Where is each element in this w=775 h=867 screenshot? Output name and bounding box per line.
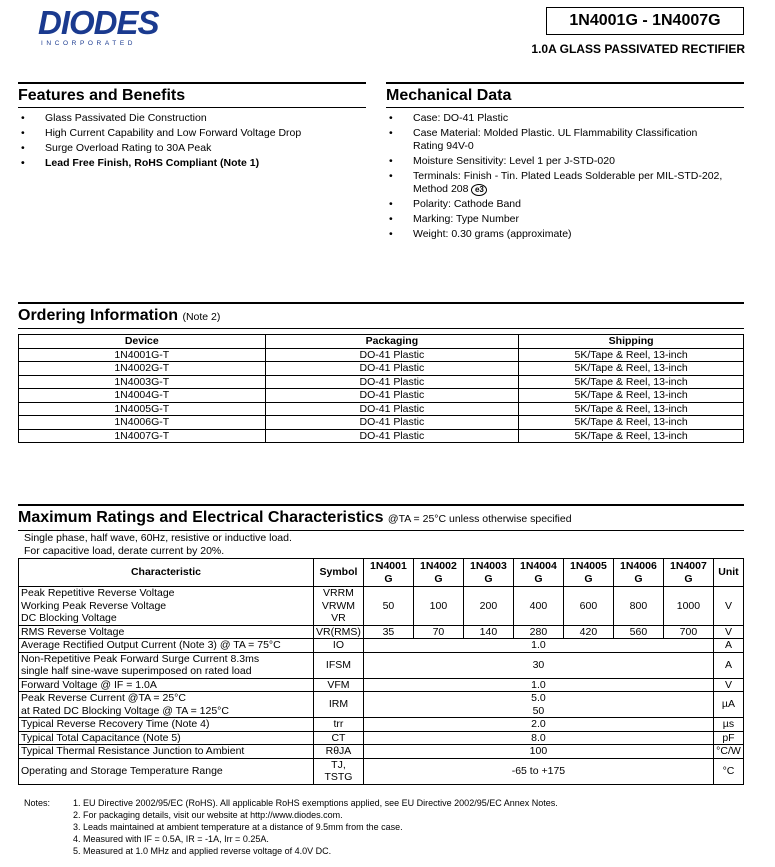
device-cell: 1N4004G-T (19, 389, 266, 403)
unit-cell: V (713, 625, 743, 639)
unit-cell: °C (713, 758, 743, 784)
value-cell: 100 (363, 745, 713, 759)
char-line: at Rated DC Blocking Voltage @ TA = 125°C (21, 704, 229, 717)
packaging-cell: DO-41 Plastic (265, 402, 519, 416)
symbol-cell: CT (314, 731, 364, 745)
value-line: 5.0 (531, 692, 546, 704)
packaging-cell: DO-41 Plastic (265, 416, 519, 430)
shipping-cell: 5K/Tape & Reel, 13-inch (519, 416, 744, 430)
char-cell (19, 587, 314, 626)
shipping-cell: 5K/Tape & Reel, 13-inch (519, 375, 744, 389)
symbol-cell: TJ, TSTG (314, 758, 364, 784)
char-cell: Typical Thermal Resistance Junction to Ambient (19, 745, 314, 759)
unit-cell: µs (713, 718, 743, 732)
intro-line: For capacitive load, derate current by 20%. (24, 544, 225, 557)
symbol-cell (314, 587, 364, 626)
shipping-cell: 5K/Tape & Reel, 13-inch (519, 429, 744, 443)
table-row (19, 402, 744, 416)
mechanical-list (386, 112, 726, 243)
symbol-cell: VR(RMS) (314, 625, 364, 639)
shipping-cell: 5K/Tape & Reel, 13-inch (519, 389, 744, 403)
table-row (19, 389, 744, 403)
char-cell: Forward Voltage @ IF = 1.0A (19, 678, 314, 692)
unit-cell: pF (713, 731, 743, 745)
col-part: 1N4004 G (513, 559, 563, 587)
symbol-cell: IO (314, 639, 364, 653)
unit-cell: A (713, 639, 743, 653)
col-characteristic: Characteristic (19, 559, 314, 587)
shipping-cell: 5K/Tape & Reel, 13-inch (519, 348, 744, 362)
packaging-cell: DO-41 Plastic (265, 429, 519, 443)
char-line: Working Peak Reverse Voltage (21, 599, 167, 612)
col-unit: Unit (713, 559, 743, 587)
char-cell: RMS Reverse Voltage (19, 625, 314, 639)
notes-list (73, 797, 763, 857)
features-title: Features and Benefits (18, 87, 186, 104)
company-logo (38, 6, 183, 46)
value-cell: 2.0 (363, 718, 713, 732)
note-item: 4. Measured with IF = 0.5A, IR = -1A, Irr = 0.25A. (73, 834, 269, 844)
symbol-cell: IRM (314, 692, 364, 718)
symbol-line: VRWM (321, 599, 355, 612)
row-rth (19, 745, 744, 759)
feature-item: • High Current Capability and Low Forward Voltage Drop (18, 127, 368, 140)
part-number-range: 1N4001G - 1N4007G (546, 7, 744, 35)
value-cell: 800 (613, 587, 663, 626)
value-cell: 200 (463, 587, 513, 626)
value-cell: 400 (513, 587, 563, 626)
value-cell: 8.0 (363, 731, 713, 745)
char-line: DC Blocking Voltage (21, 612, 117, 624)
logo-subtext: INCORPORATED (41, 40, 137, 47)
table-row (19, 375, 744, 389)
feature-item: • Glass Passivated Die Construction (18, 112, 368, 125)
unit-cell: A (713, 652, 743, 678)
col-part: 1N4005 G (563, 559, 613, 587)
ratings-section-title (18, 504, 744, 528)
value-cell: 70 (413, 625, 463, 639)
col-device: Device (19, 335, 266, 349)
logo-wordmark: DIODES (38, 4, 159, 41)
char-cell (19, 652, 314, 678)
unit-cell: V (713, 587, 743, 626)
note-item: 2. For packaging details, visit our website at http://www.diodes.com. (73, 810, 343, 820)
row-irm (19, 692, 744, 718)
mechanical-item: • Case: DO-41 Plastic (386, 112, 726, 125)
table-row (19, 362, 744, 376)
char-line: single half sine-wave superimposed on rated load (21, 665, 252, 677)
symbol-cell: VFM (314, 678, 364, 692)
intro-line: Single phase, half wave, 60Hz, resistive or inductive load. (24, 532, 292, 544)
row-ifsm (19, 652, 744, 678)
device-cell: 1N4001G-T (19, 348, 266, 362)
char-cell: Typical Total Capacitance (Note 5) (19, 731, 314, 745)
row-trr (19, 718, 744, 732)
value-cell: 140 (463, 625, 513, 639)
value-cell (363, 692, 713, 718)
mechanical-item: • Moisture Sensitivity: Level 1 per J-STD-020 (386, 155, 726, 168)
mechanical-item: • Marking: Type Number (386, 213, 726, 226)
feature-item: • Surge Overload Rating to 30A Peak (18, 142, 368, 155)
packaging-cell: DO-41 Plastic (265, 348, 519, 362)
col-part: 1N4002 G (413, 559, 463, 587)
value-cell: 1.0 (363, 639, 713, 653)
value-cell: 50 (363, 587, 413, 626)
ordering-title: Ordering Information (18, 307, 178, 324)
value-cell: 35 (363, 625, 413, 639)
table-row (19, 416, 744, 430)
value-cell: -65 to +175 (363, 758, 713, 784)
device-cell: 1N4007G-T (19, 429, 266, 443)
col-shipping: Shipping (519, 335, 744, 349)
symbol-cell: RθJA (314, 745, 364, 759)
mechanical-item: • Case Material: Molded Plastic. UL Flammability Classification Rating 94V-0 (386, 127, 726, 153)
char-cell: Average Rectified Output Current (Note 3) @ TA = 75°C (19, 639, 314, 653)
device-cell: 1N4002G-T (19, 362, 266, 376)
char-line: Peak Reverse Current @TA = 25°C (21, 692, 186, 704)
note-item: 5. Measured at 1.0 MHz and applied reverse voltage of 4.0V DC. (73, 846, 332, 856)
feature-item: • Lead Free Finish, RoHS Compliant (Note 1) (18, 157, 368, 170)
device-cell: 1N4005G-T (19, 402, 266, 416)
features-section-title (18, 82, 366, 105)
unit-cell: µA (713, 692, 743, 718)
row-vrms (19, 625, 744, 639)
value-cell: 1.0 (363, 678, 713, 692)
char-cell (19, 692, 314, 718)
mechanical-item (386, 170, 726, 196)
table-row (19, 348, 744, 362)
ratings-table (18, 558, 744, 785)
shipping-cell: 5K/Tape & Reel, 13-inch (519, 362, 744, 376)
lead-free-mark-icon: e3 (471, 184, 487, 196)
value-cell: 100 (413, 587, 463, 626)
ordering-section-title (18, 302, 744, 326)
value-cell: 30 (363, 652, 713, 678)
value-cell: 600 (563, 587, 613, 626)
table-row (19, 429, 744, 443)
symbol-line: VR (331, 612, 346, 624)
symbol-line: VRRM (323, 587, 354, 599)
col-packaging: Packaging (265, 335, 519, 349)
note-item: 3. Leads maintained at ambient temperature at a distance of 9.5mm from the case. (73, 822, 403, 832)
ratings-condition: @TA = 25°C unless otherwise specified (387, 513, 572, 525)
value-cell: 420 (563, 625, 613, 639)
ratings-intro (24, 532, 292, 557)
device-cell: 1N4003G-T (19, 375, 266, 389)
ordering-note: (Note 2) (182, 311, 221, 323)
terminals-text: Terminals: Finish - Tin. Plated Leads Solderable per MIL-STD-202, Method 208 (413, 170, 723, 195)
row-io (19, 639, 744, 653)
col-symbol: Symbol (314, 559, 364, 587)
document-subtitle: 1.0A GLASS PASSIVATED RECTIFIER (531, 42, 745, 56)
packaging-cell: DO-41 Plastic (265, 375, 519, 389)
ordering-table (18, 334, 744, 443)
row-temp (19, 758, 744, 784)
features-list (18, 112, 368, 172)
shipping-cell: 5K/Tape & Reel, 13-inch (519, 402, 744, 416)
value-cell: 700 (663, 625, 713, 639)
mechanical-section-title (386, 82, 744, 105)
row-vfm (19, 678, 744, 692)
note-item: 1. EU Directive 2002/95/EC (RoHS). All applicable RoHS exemptions applied, see EU Directive 2002/95/EC Annex Notes. (73, 798, 558, 808)
char-cell: Typical Reverse Recovery Time (Note 4) (19, 718, 314, 732)
value-cell: 280 (513, 625, 563, 639)
ordering-rows (19, 348, 744, 443)
symbol-cell: IFSM (314, 652, 364, 678)
ratings-title: Maximum Ratings and Electrical Characteristics (18, 509, 384, 526)
value-cell: 560 (613, 625, 663, 639)
col-part: 1N4001 G (363, 559, 413, 587)
row-ct (19, 731, 744, 745)
packaging-cell: DO-41 Plastic (265, 362, 519, 376)
col-part: 1N4006 G (613, 559, 663, 587)
char-cell: Operating and Storage Temperature Range (19, 758, 314, 784)
symbol-cell: trr (314, 718, 364, 732)
value-line: 50 (532, 704, 545, 717)
value-cell: 1000 (663, 587, 713, 626)
mechanical-title: Mechanical Data (386, 87, 512, 104)
char-line: Non-Repetitive Peak Forward Surge Current 8.3ms (21, 652, 260, 665)
notes-label: Notes: (24, 798, 51, 808)
ratings-header-row (19, 559, 744, 587)
unit-cell: °C/W (713, 745, 743, 759)
char-line: Peak Repetitive Reverse Voltage (21, 587, 175, 599)
mechanical-item: • Weight: 0.30 grams (approximate) (386, 228, 726, 241)
packaging-cell: DO-41 Plastic (265, 389, 519, 403)
ordering-header-row (19, 335, 744, 349)
col-part: 1N4007 G (663, 559, 713, 587)
row-vrrm (19, 587, 744, 626)
col-part: 1N4003 G (463, 559, 513, 587)
mechanical-item: • Polarity: Cathode Band (386, 198, 726, 211)
unit-cell: V (713, 678, 743, 692)
device-cell: 1N4006G-T (19, 416, 266, 430)
